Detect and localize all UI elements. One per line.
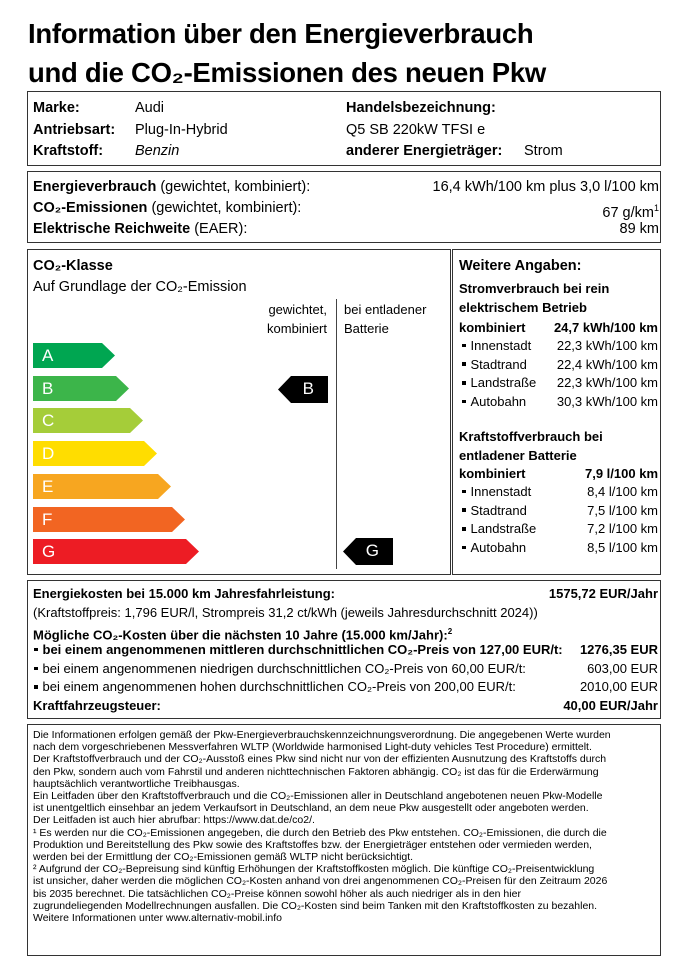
fuel-value: Benzin (135, 143, 180, 159)
electric-range-label (33, 219, 247, 239)
co2-class-subheading: Auf Grundlage der CO₂-Emission (33, 279, 247, 295)
footnote-line: Produktion und Bereitstellung des Pkw sowie des Kraftstoffes bzw. der Energieträger entstehen oder vermieden werden, (33, 838, 592, 851)
electric-row-label (459, 356, 527, 375)
footnote-line: ist unentgeltlich einsehbar an jedem Verkaufsort in Deutschland, an dem neue Pkw ausgestellt oder angeboten werden. (33, 802, 589, 815)
bullet-icon (462, 546, 466, 550)
energy-label-bold: Energieverbrauch (33, 179, 157, 195)
brand-value: Audi (135, 100, 165, 116)
energy-label-rest: (gewichtet, kombiniert): (156, 179, 311, 195)
footnote-line: zugrundeliegenden Modellrechnungen ausfallen. Die CO₂-Kosten sind beim Tanken mit den Kraftstoffkosten zu bezahlen. (33, 899, 598, 912)
fuel-row-label (459, 502, 527, 521)
co2-class-letter: B (42, 378, 54, 398)
footnote-line: Die Informationen erfolgen gemäß der Pkw-Energieverbrauchskennzeichnungsverordnung. Die angegebenen Werte wurden (33, 729, 611, 741)
co2-cost-row-label (33, 660, 526, 679)
vehicle-info-box (27, 91, 661, 166)
drive-value: Plug-In-Hybrid (135, 122, 228, 138)
co2-cost-row-value: 1276,35 EUR (579, 642, 658, 657)
footnote-line: Weitere Informationen unter www.alternativ-mobil.info (33, 912, 283, 925)
footnote-line: den Pkw, sondern auch vom Fahrstil und anderen nichttechnischen Faktoren abhängig. CO₂ ist das für die Erderwärmung (33, 765, 599, 778)
fuel-row-label-text: Stadtrand (470, 502, 527, 518)
co2-class-letter: E (42, 476, 54, 496)
footnote-line: ¹ Es werden nur die CO₂-Emissionen angegeben, die durch den Betrieb des Pkw entstehen. CO₂-Emissionen, die durch die (33, 826, 607, 839)
electric-row-label-text: Stadtrand (470, 356, 527, 372)
footnote-line: hauptsächlich verantwortliche Treibhausgas. (33, 777, 240, 790)
co2-class-bar-b (33, 376, 129, 401)
fuel-row-label-text: Landstraße (470, 521, 537, 537)
bullet-icon (34, 685, 38, 689)
co2-class-bar-e (33, 474, 171, 499)
electric-row-label (459, 337, 531, 356)
bullet-icon (34, 648, 38, 652)
range-label-rest: (EAER): (190, 221, 248, 237)
electric-row-label-text: Innenstadt (470, 338, 532, 353)
bullet-icon (462, 508, 466, 512)
further-info-heading: Weitere Angaben: (459, 258, 582, 274)
weighted-class-marker (278, 376, 328, 403)
footnote-line: ² Aufgrund der CO₂-Bepreisung sind künftig Erhöhungen der Kraftstoffkosten möglich. Die künftige CO₂-Preisentwicklung (33, 863, 595, 876)
fuel-row-value: 7,2 l/100 km (587, 521, 658, 537)
co2-value-text: 67 g/km (602, 204, 654, 221)
title-line-2: und die CO₂-Emissionen des neuen Pkw (28, 57, 546, 88)
discharged-class-label: G (365, 541, 379, 560)
co2-cost-heading-sup: 2 (447, 627, 453, 636)
page-title (28, 14, 546, 92)
co2-class-letter: C (42, 411, 55, 431)
footnote-line: Der Leitfaden ist auch hier abrufbar: https://www.dat.de/co2/. (33, 814, 315, 827)
footnote-line: nach dem vorgeschriebenen Messverfahren WLTP (Worldwide harmonised Light-duty vehicles Test Procedure) ermittelt. (33, 741, 592, 754)
electric-row-label (459, 374, 536, 393)
fuel-row-label-text: Autobahn (470, 539, 527, 555)
electric-row-value: 22,4 kWh/100 km (556, 356, 658, 372)
discharged-column-header (344, 301, 426, 338)
electric-row-value: 22,3 kWh/100 km (556, 338, 658, 353)
co2-label-bold: CO₂-Emissionen (33, 200, 148, 216)
bullet-icon (462, 381, 466, 385)
discharged-header-line-2: Batterie (344, 320, 389, 336)
fuel-row-label-text: Innenstadt (470, 484, 532, 499)
tax-label: Kraftfahrzeugsteuer: (33, 698, 161, 713)
energy-cost-label: Energiekosten bei 15.000 km Jahresfahrleistung: (33, 586, 336, 601)
footnote-line: werden bei der Ermittlung der CO₂-Emissionen gemäß WLTP nicht berücksichtigt. (33, 851, 414, 864)
co2-label-rest: (gewichtet, kombiniert): (147, 200, 302, 216)
co2-class-heading: CO₂-Klasse (33, 258, 113, 274)
electric-combined-label: kombiniert (459, 320, 526, 335)
footnote-line: Der Kraftstoffverbrauch und der CO₂-Ausstoß eines Pkw sind nicht nur von der effizienten Ausnutzung des Kraftstoffs durch (33, 753, 607, 766)
co2-cost-row-text: bei einem angenommenen niedrigen durchschnittlichen CO₂-Preis von 60,00 EUR/t: (42, 660, 526, 676)
co2-class-letter: D (42, 444, 55, 464)
other-energy-label: anderer Energieträger: (346, 143, 503, 159)
co2-cost-row-value: 2010,00 EUR (579, 679, 658, 695)
price-note: (Kraftstoffpreis: 1,796 EUR/l, Strompreis 31,2 ct/kWh (jeweils Jahresdurchschnitt 2024)) (33, 605, 538, 620)
energy-cost-value: 1575,72 EUR/Jahr (548, 586, 658, 601)
co2-class-letter: G (42, 542, 56, 562)
co2-cost-row-label (33, 678, 516, 697)
electric-row-label (459, 393, 526, 412)
co2-emissions-label (33, 198, 301, 218)
bullet-icon (462, 527, 466, 531)
co2-cost-row-label (33, 641, 563, 660)
range-label-bold: Elektrische Reichweite (33, 221, 191, 237)
bullet-icon (462, 400, 466, 404)
fuel-combined-value: 7,9 l/100 km (585, 466, 658, 481)
co2-class-letter: A (42, 346, 54, 365)
fuel-row-label (459, 520, 536, 539)
other-energy-value: Strom (524, 143, 563, 159)
weighted-header-line-2: kombiniert (267, 320, 327, 336)
electric-heading (459, 280, 609, 317)
fuel-heading-line-2: entladener Batterie (459, 447, 577, 463)
co2-class-bar-a (33, 343, 115, 368)
co2-cost-heading-text: Mögliche CO₂-Kosten über die nächsten 10 Jahre (15.000 km/Jahr): (33, 627, 448, 643)
fuel-row-value: 8,4 l/100 km (587, 484, 658, 499)
fuel-heading (459, 428, 603, 465)
footnotes (33, 729, 661, 924)
electric-row-label-text: Autobahn (470, 393, 527, 409)
electric-range-value: 89 km (619, 221, 659, 237)
electric-row-label-text: Landstraße (470, 375, 537, 391)
bullet-icon (462, 490, 466, 494)
fuel-row-value: 8,5 l/100 km (587, 539, 658, 555)
electric-heading-line-1: Stromverbrauch bei rein (459, 281, 610, 296)
co2-value-sup: 1 (653, 203, 659, 213)
fuel-row-label (459, 539, 526, 558)
co2-cost-row-text: bei einem angenommenen mittleren durchschnittlichen CO₂-Preis von 127,00 EUR/t: (42, 642, 563, 657)
brand-label: Marke: (33, 100, 80, 116)
weighted-header-line-1: gewichtet, (268, 302, 327, 317)
column-divider (336, 299, 337, 569)
co2-class-bar-f (33, 507, 185, 532)
co2-cost-row-value: 603,00 EUR (587, 660, 658, 676)
electric-row-value: 22,3 kWh/100 km (556, 375, 658, 391)
co2-class-letter: F (42, 509, 53, 529)
model-value: Q5 SB 220kW TFSI e (346, 122, 486, 138)
footnote-line: Ein Leitfaden über den Kraftstoffverbrauch und die CO₂-Emissionen aller in Deutschland angebotenen neuen Pkw-Modelle (33, 790, 603, 803)
co2-class-bar-d (33, 441, 157, 466)
bullet-icon (462, 362, 466, 366)
tax-value: 40,00 EUR/Jahr (563, 698, 658, 713)
title-line-1: Information über den Energieverbrauch (28, 18, 534, 49)
fuel-label: Kraftstoff: (33, 143, 104, 159)
bullet-icon (34, 667, 38, 671)
fuel-combined-label: kombiniert (459, 466, 526, 481)
model-label: Handelsbezeichnung: (346, 100, 496, 116)
weighted-class-label: B (302, 379, 314, 398)
co2-cost-row-text: bei einem angenommenen hohen durchschnittlichen CO₂-Preis von 200,00 EUR/t: (42, 679, 516, 695)
electric-combined-value: 24,7 kWh/100 km (553, 320, 658, 335)
discharged-header-line-1: bei entladener (344, 302, 427, 317)
energy-consumption-label (33, 177, 310, 197)
footnote-line: bis 2035 berechnet. Die tatsächlichen CO₂-Preise können sowohl höher als auch niedriger als in den hier (33, 887, 521, 900)
weighted-column-header (267, 301, 327, 338)
co2-class-bar-c (33, 408, 143, 433)
co2-class-bar-g (33, 539, 199, 564)
fuel-row-label (459, 483, 531, 502)
footnote-line: ist unsicher, daher werden die möglichen CO₂-Kosten anhand von drei angenommenen CO₂-Preisen für den Zeitraum 2026 (33, 875, 608, 888)
drive-label: Antriebsart: (33, 122, 116, 138)
fuel-heading-line-1: Kraftstoffverbrauch bei (459, 429, 603, 444)
electric-row-value: 30,3 kWh/100 km (556, 393, 658, 409)
discharged-class-marker (343, 538, 393, 565)
bullet-icon (462, 344, 466, 348)
fuel-row-value: 7,5 l/100 km (587, 502, 658, 518)
electric-heading-line-2: elektrischem Betrieb (459, 299, 587, 315)
energy-consumption-value: 16,4 kWh/100 km plus 3,0 l/100 km (432, 179, 659, 195)
